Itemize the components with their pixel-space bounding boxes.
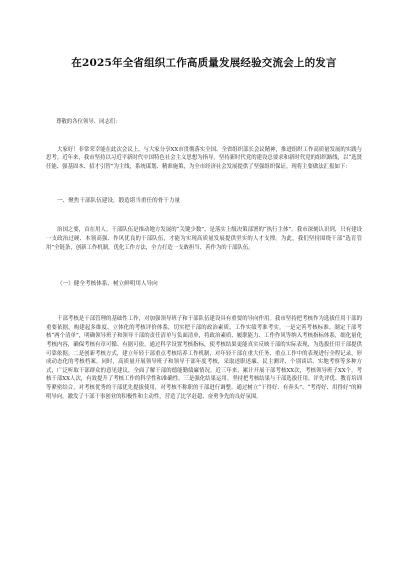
subsection-paragraph: 干部考核是干部管理的基础性工作，对加强领导班子和干部队伍建设具有重要的导向作用。我市坚持把考核作为选拔任用干部的重要依据，构建起多维度、立体化的考核评价体系，切实把干部的政治素质、工作实绩考准考实。一是完善考核标准。制定干部考核“两个清单”，明确领导班子和领导干部的责任清单与负面清单，将政治素质、履职能力、工作作风等纳入考核指标体系，细化量化考核内容，确保考核有章可循、有据可依。通过科学设置考核指标，使考核结果更能真实反映干部的实际表现，为选拔任用干部提供可靠依据。二是创新考核方式，建立年轻干部重点考核培养工作机制，对年轻干部在重大任务、重点工作中的表现进行全程记录，形成动态化的考核档案。同时，高质量开展领导班子和领导干部年度考核，采取述职述廉、民主测评、个别谈话、实地考察等多种方式，广泛听取干部群众的意见建议，全面了解干部的德能勤绩廉情况。近三年来，累计开展干部考核XX次，考核领导班子XX个，考核干部XX人次，有效提升了考核工作的科学性和准确性。三是强化结果运用。坚持把考核结果与干部选拔任用、评先评优、教育培训等紧密结合，对考核优秀的干部优先提拔使用，对考核不称职的干部进行调整。通过树立“干得好、有奔头”、“考得好、用得好”的鲜明导向，激发了干部干事创业的积极性和主动性，营造了比学赶超、奋勇争先的良好氛围。 (46, 316, 362, 400)
document-title: 在2025年全省组织工作高质量发展经验交流会上的发言 (71, 57, 337, 69)
section-paragraph: 治国之要，首在用人。干部队伍是推动地方发展的“关键少数”，是落实上级决策部署的“执行主体”。我市深刻认识到，只有建设一支政治过硬、本领高强、作风优良的干部队伍，才能为实现高质量发展提供坚实的人才支撑。为此，我们坚持围绕干部“选育管用”全链条，创新工作机制，优化工作方法，全力打造一支敢担当、善作为的干部队伍。 (46, 227, 362, 251)
intro-paragraph: 大家好！非常荣幸能在此次会议上，与大家分享XX市贯彻落实全国、全省组织部长会议精神，推进组织工作高质量发展的实践与思考。近年来，我市坚持以习近平新时代中国特色社会主义思想为指导，坚持新时代党的建设总要求和新时代党的组织路线，以“选贤任能、强基固本、招才引智”为主线，系统谋划、精准施策，为全市经济社会发展提供了坚强组织保证。现将主要做法汇报如下： (46, 146, 362, 170)
subsection-heading: （一）健全考核体系，树立鲜明用人导向 (57, 281, 158, 288)
salutation: 尊敬的各位领导、同志们： (56, 119, 121, 125)
section-heading: 一、聚焦干部队伍建设，锻造堪当重任的骨干力量 (57, 198, 181, 205)
